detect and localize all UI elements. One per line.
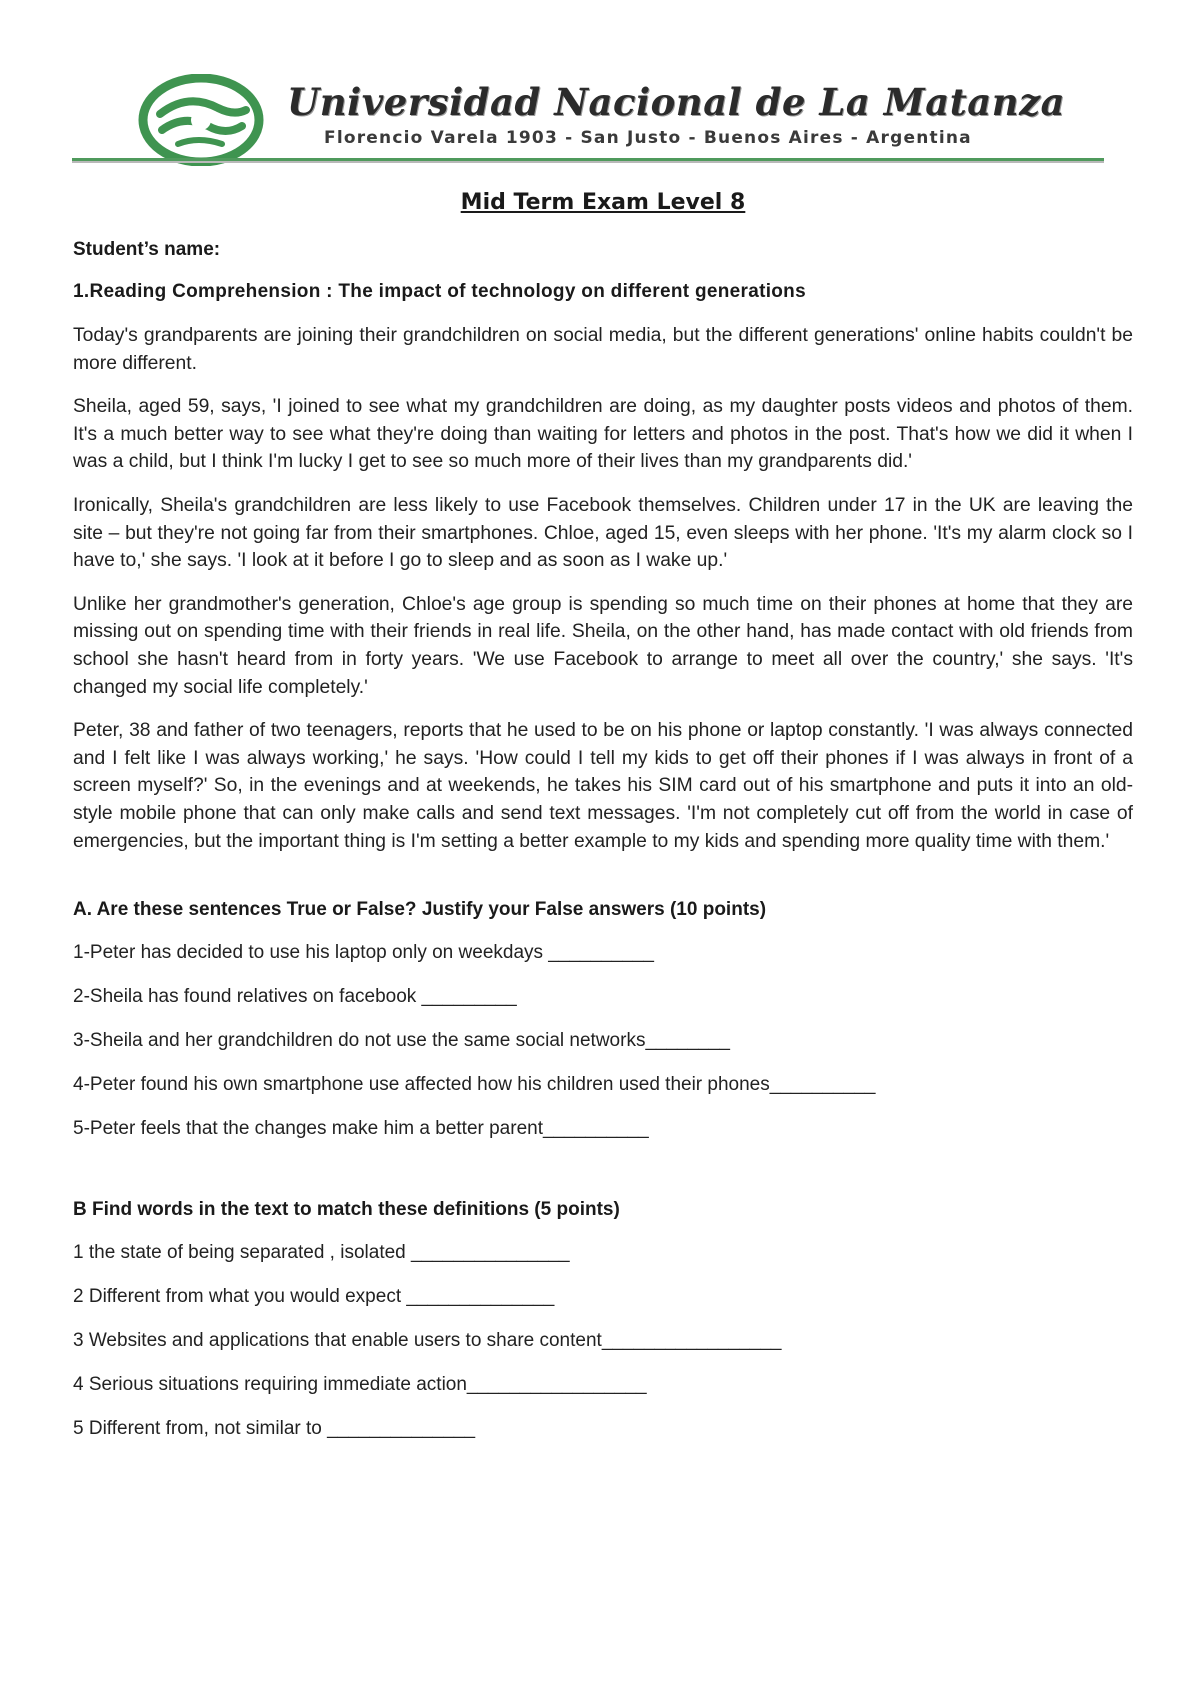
section-a-heading: A. Are these sentences True or False? Justify your False answers (10 points) — [73, 899, 767, 921]
student-name-label: Student’s name: — [73, 239, 221, 260]
definition-item: 5 Different from, not similar to ______________ — [73, 1418, 476, 1440]
exam-content — [73, 190, 1133, 1461]
reading-paragraph: Sheila, aged 59, says, 'I joined to see what my grandchildren are doing, as my daughter posts videos and photos of them. It's a much better way to see what they're doing than waiting for letters and photos in the post. That's how we did it when I was a child, but I think I'm lucky I get to see so much more of their lives than my grandparents did.' — [73, 396, 1133, 473]
section-spacer — [73, 871, 1133, 899]
true-false-item: 3-Sheila and her grandchildren do not use the same social networks________ — [73, 1030, 730, 1052]
reading-heading: 1.Reading Comprehension : The impact of technology on different generations — [73, 281, 806, 302]
definition-item: 3 Websites and applications that enable users to share content_________________ — [73, 1330, 782, 1352]
reading-paragraph: Ironically, Sheila's grandchildren are less likely to use Facebook themselves. Children under 17 in the UK are leaving the site – but they're not going far from their smartphones. Chloe, aged 15, even sleeps with her phone. 'It's my alarm clock so I have to,' she says. 'I look at it before I go to sleep and as soon as I wake up.' — [73, 494, 1133, 572]
university-name: Universidad Nacional de La Matanza — [287, 80, 1066, 124]
university-logo-icon — [138, 74, 264, 166]
definition-item: 1 the state of being separated , isolated _______________ — [73, 1242, 570, 1264]
letterhead — [72, 70, 1104, 170]
exam-title: Mid Term Exam Level 8 — [460, 190, 746, 215]
true-false-item: 4-Peter found his own smartphone use affected how his children used their phones__________ — [73, 1074, 876, 1096]
header-divider — [72, 158, 1104, 163]
university-address: Florencio Varela 1903 - San Justo - Buenos Aires - Argentina — [324, 128, 972, 148]
section-spacer — [73, 1161, 1133, 1199]
reading-paragraph: Today's grandparents are joining their grandchildren on social media, but the different generations' online habits couldn't be more different. — [73, 325, 1133, 374]
section-b-heading: B Find words in the text to match these definitions (5 points) — [73, 1199, 620, 1221]
true-false-item: 1-Peter has decided to use his laptop only on weekdays __________ — [73, 942, 654, 964]
definition-item: 4 Serious situations requiring immediate action_________________ — [73, 1374, 647, 1396]
reading-paragraph: Unlike her grandmother's generation, Chloe's age group is spending so much time on their phones at home that they are missing out on spending time with their friends in real life. Sheila, on the other hand, has made contact with old friends from school she hasn't heard from in forty years. 'We use Facebook to arrange to meet all over the country,' she says. 'It's changed my social life completely.' — [73, 593, 1133, 698]
true-false-item: 5-Peter feels that the changes make him a better parent__________ — [73, 1118, 649, 1140]
true-false-item: 2-Sheila has found relatives on facebook _________ — [73, 986, 517, 1008]
reading-paragraph: Peter, 38 and father of two teenagers, reports that he used to be on his phone or laptop constantly. 'I was always connected and I felt like I was always working,' he says. 'How could I tell my kids to get off their phones if I was always in front of a screen myself?' So, in the evenings and at weekends, he takes his SIM card out of his smartphone and puts it into an old-style mobile phone that can only make calls and send text messages. 'I'm not completely cut off from the world in case of emergencies, but the important thing is I'm setting a better example to my kids and spending more quality time with them.' — [73, 720, 1133, 852]
definition-item: 2 Different from what you would expect ______________ — [73, 1286, 555, 1308]
